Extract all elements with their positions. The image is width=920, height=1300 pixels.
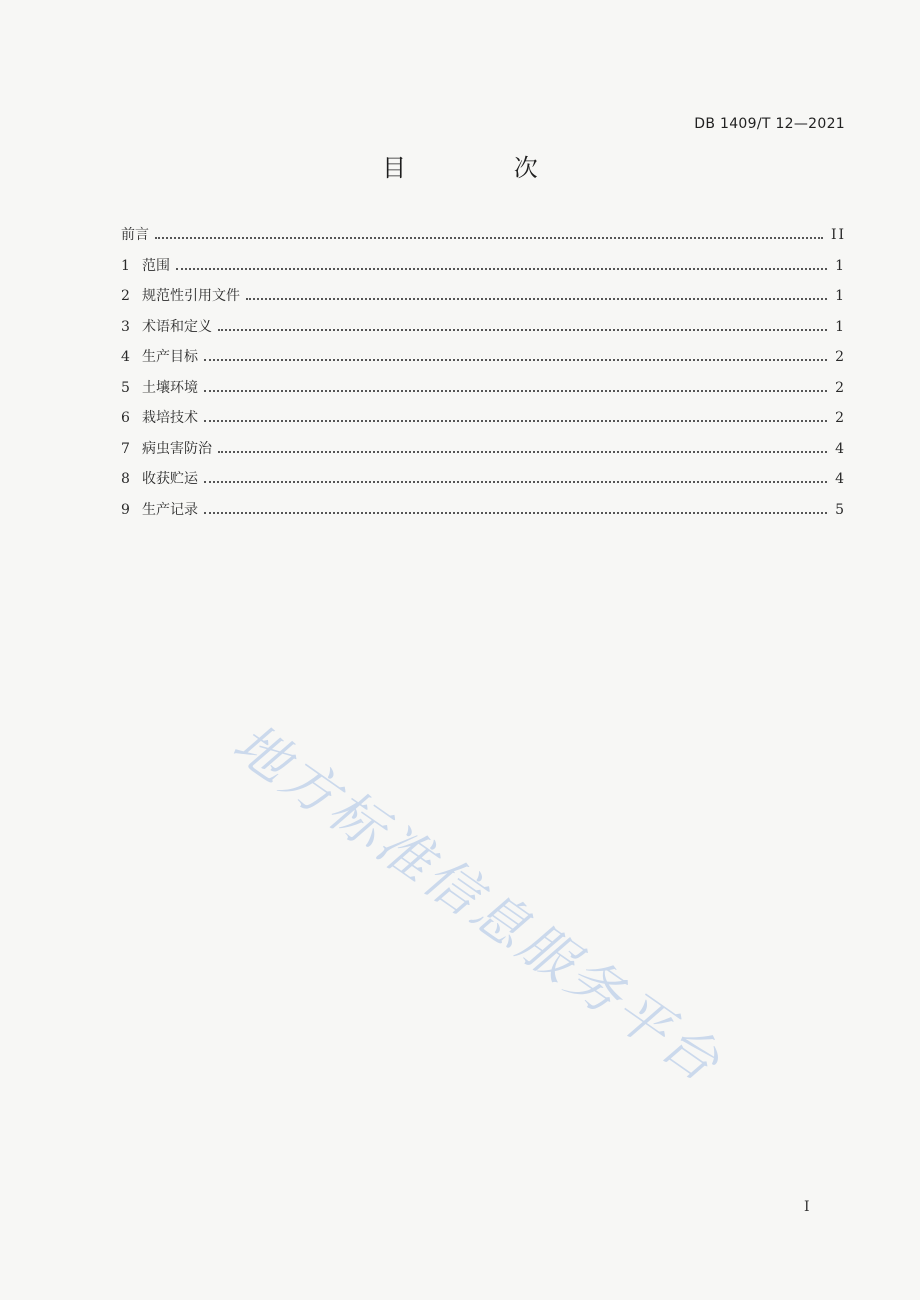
toc-entry-page: 1 bbox=[835, 318, 846, 335]
toc-dot-leader bbox=[204, 502, 827, 514]
toc-dot-leader bbox=[218, 441, 827, 453]
toc-entry-title: 土壤环境 bbox=[142, 379, 198, 396]
page-number: I bbox=[804, 1199, 810, 1215]
toc-entry-number: 7 bbox=[121, 440, 130, 457]
toc-entry-number: 9 bbox=[121, 501, 130, 518]
toc-entry-normative-references[interactable] bbox=[121, 285, 846, 314]
document-number: DB 1409/T 12—2021 bbox=[694, 116, 845, 132]
toc-entry-page: 2 bbox=[835, 410, 846, 426]
toc-entry-title: 规范性引用文件 bbox=[142, 288, 240, 304]
toc-dot-leader bbox=[218, 319, 827, 331]
table-of-contents bbox=[121, 224, 846, 529]
toc-entry-page: 1 bbox=[835, 288, 846, 304]
toc-entry-number: 8 bbox=[121, 471, 130, 487]
toc-entry-title: 生产目标 bbox=[142, 349, 198, 365]
toc-entry-number: 1 bbox=[121, 257, 130, 274]
page-title: 目 次 bbox=[382, 154, 588, 182]
watermark: 地方标准信息服务平台 bbox=[222, 711, 734, 1096]
toc-entry-title: 栽培技术 bbox=[142, 410, 198, 426]
toc-entry-number: 2 bbox=[121, 288, 130, 304]
toc-entry-page: 4 bbox=[835, 440, 846, 457]
toc-entry-page: 1 bbox=[835, 257, 846, 274]
toc-entry-title: 术语和定义 bbox=[142, 318, 212, 335]
toc-entry-cultivation-techniques[interactable] bbox=[121, 407, 846, 436]
toc-entry-number: 5 bbox=[121, 379, 130, 396]
toc-dot-leader bbox=[204, 410, 827, 422]
toc-dot-leader bbox=[204, 380, 827, 392]
toc-entry-page: 4 bbox=[835, 471, 846, 487]
toc-entry-production-goals[interactable] bbox=[121, 346, 846, 375]
toc-entry-title: 收获贮运 bbox=[142, 471, 198, 487]
toc-entry-page: 2 bbox=[835, 349, 846, 365]
toc-entry-terms-definitions[interactable] bbox=[121, 316, 846, 345]
toc-entry-page: II bbox=[830, 227, 846, 243]
toc-dot-leader bbox=[204, 349, 827, 361]
toc-entry-title: 前言 bbox=[121, 227, 149, 243]
toc-entry-production-records[interactable] bbox=[121, 499, 846, 528]
toc-entry-number: 3 bbox=[121, 318, 130, 335]
toc-entry-scope[interactable] bbox=[121, 255, 846, 284]
toc-entry-soil-environment[interactable] bbox=[121, 377, 846, 406]
toc-entry-number: 6 bbox=[121, 410, 130, 426]
toc-entry-title: 范围 bbox=[142, 257, 170, 274]
toc-dot-leader bbox=[204, 471, 827, 483]
toc-dot-leader bbox=[176, 258, 827, 270]
toc-entry-foreword[interactable] bbox=[121, 224, 846, 253]
toc-entry-harvest-storage[interactable] bbox=[121, 468, 846, 497]
toc-dot-leader bbox=[246, 288, 827, 300]
toc-entry-number: 4 bbox=[121, 349, 130, 365]
toc-entry-title: 生产记录 bbox=[142, 501, 198, 518]
toc-dot-leader bbox=[155, 227, 823, 239]
toc-entry-page: 2 bbox=[835, 379, 846, 396]
toc-entry-title: 病虫害防治 bbox=[142, 440, 212, 457]
toc-entry-pest-control[interactable] bbox=[121, 438, 846, 467]
toc-entry-page: 5 bbox=[835, 501, 846, 518]
